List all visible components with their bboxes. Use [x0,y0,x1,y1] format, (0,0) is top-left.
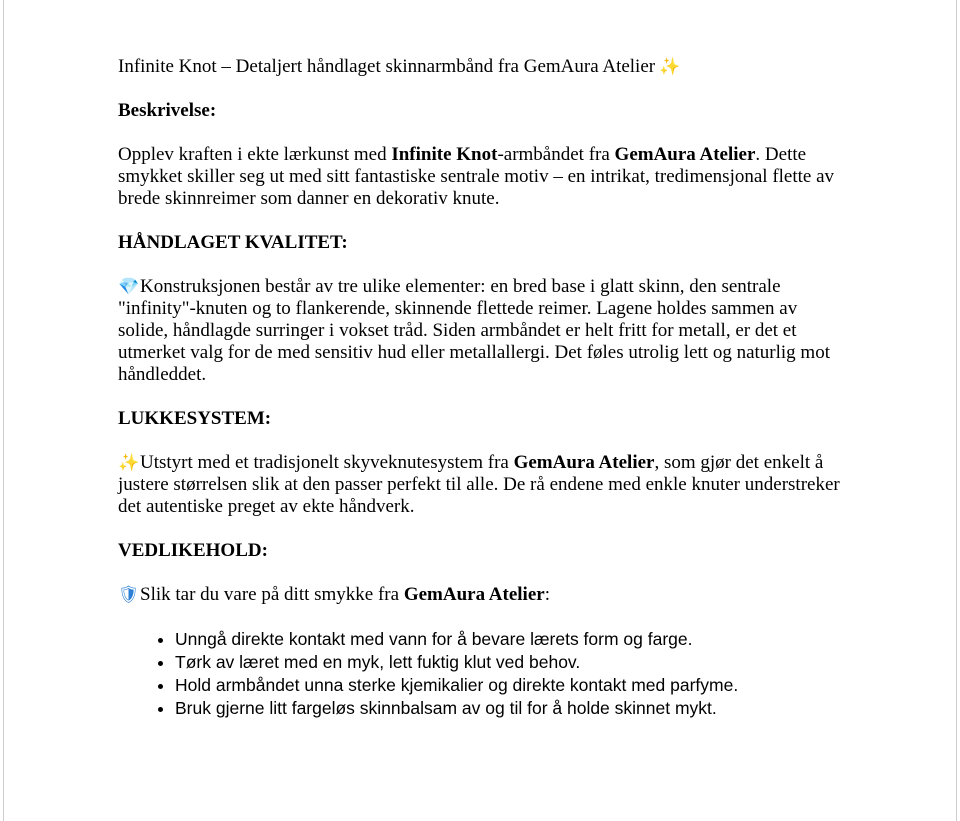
description-heading: Beskrivelse: [118,100,217,121]
page-border-left [3,0,4,821]
description-text-3: . Dette smykket skiller seg ut med sitt fantastiske sentrale motiv – en intrikat, tredimensjonal flette av brede skinnreimer som danner en dekorativ knute. [118,144,835,209]
shield-icon: 🛡 [118,585,140,605]
sparkles-icon: ✨ [118,453,140,473]
title-text: Infinite Knot – Detaljert håndlaget skinnarmbånd fra GemAura Atelier [118,56,656,77]
quality-heading: HÅNDLAGET KVALITET: [118,232,348,253]
list-item: • Tørk av læret med en myk, lett fuktig klut ved behov. [175,651,848,674]
list-item: • Hold armbåndet unna sterke kjemikalier og direkte kontakt med parfyme. [175,674,848,697]
brand-name: GemAura Atelier [614,144,756,165]
quality-text: Konstruksjonen består av tre ulike elementer: en bred base i glatt skinn, den sentrale "infinity"-knuten og to flankerende, skinnende flettede reimer. Lagene holdes sammen av solide, håndlagde surringer i vokset tråd. Siden armbåndet er helt fritt for metall, er det et utmerket valg for de med sensitiv hud eller metallallergi. Det føles utrolig lett og naturlig mot håndleddet. [118,276,830,385]
gem-icon: 💎 [118,277,140,297]
sparkles-icon: ✨ [659,57,681,77]
list-item: • Bruk gjerne litt fargeløs skinnbalsam av og til for å holde skinnet mykt. [175,697,848,720]
closure-text-2: , som gjør det enkelt å justere størrelsen slik at den passer perfekt til alle. De rå endene med enkle knuter understreker det autentiske preget av ekte håndverk. [118,452,840,517]
product-name: Infinite Knot [391,144,498,165]
care-intro-text-1: Slik tar du vare på ditt smykke fra [140,584,404,605]
list-item: • Unngå direkte kontakt med vann for å bevare lærets form og farge. [175,628,848,651]
brand-name: GemAura Atelier [513,452,655,473]
document-body [118,56,848,720]
description-paragraph [118,144,848,210]
brand-name: GemAura Atelier [403,584,545,605]
care-heading: VEDLIKEHOLD: [118,540,268,561]
description-text-1: Opplev kraften i ekte lærkunst med [118,144,392,165]
closure-paragraph [118,452,848,518]
closure-heading: LUKKESYSTEM: [118,408,272,429]
page-border-right [956,0,957,821]
closure-text-1: Utstyrt med et tradisjonelt skyveknutesystem fra [140,452,514,473]
document-title [118,56,848,78]
care-intro [118,584,848,606]
care-intro-text-2: : [544,584,550,605]
description-text-2: -armbåndet fra [497,144,615,165]
quality-paragraph [118,276,848,386]
care-list [118,628,848,720]
